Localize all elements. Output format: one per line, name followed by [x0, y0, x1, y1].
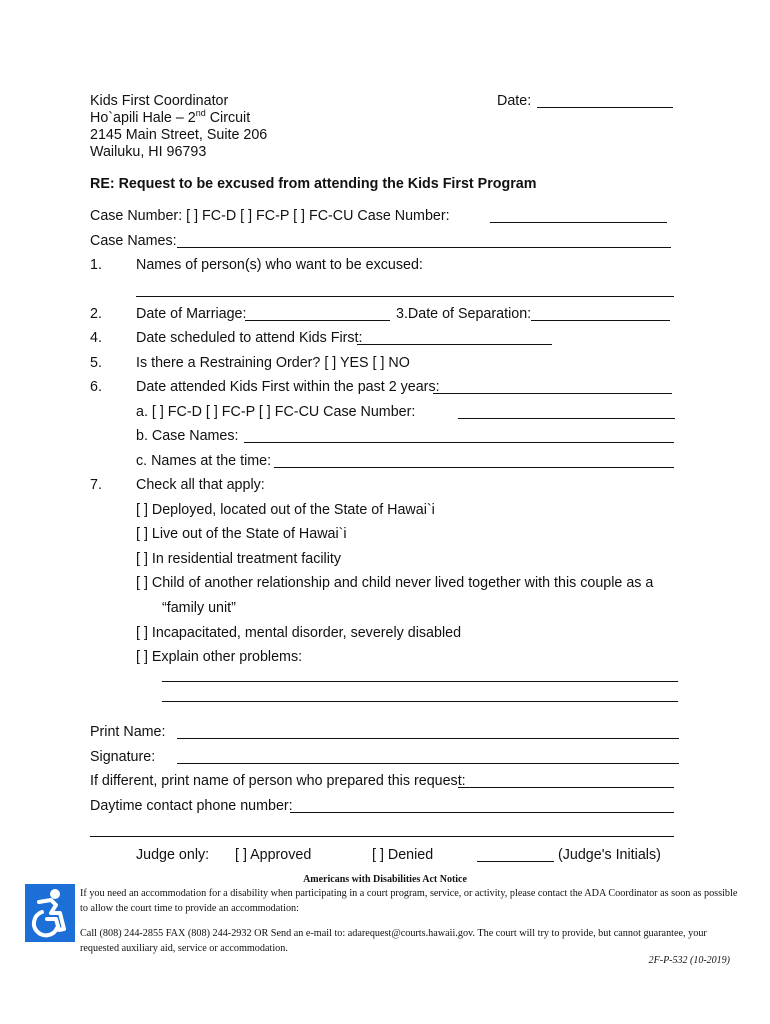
restraining-order-question[interactable]: Is there a Restraining Order? [ ] YES [ ] NO — [136, 355, 410, 371]
judge-initials-field[interactable] — [477, 861, 554, 862]
explain-line-2[interactable] — [162, 701, 678, 702]
checkbox-residential-treatment[interactable]: [ ] In residential treatment facility — [136, 551, 342, 567]
date-label: Date: — [497, 93, 532, 109]
item-number-2: 2. — [90, 306, 102, 322]
separation-date-label: 3.Date of Separation: — [396, 306, 532, 322]
names-at-time-field[interactable] — [274, 467, 674, 468]
form-code: 2F-P-532 (10-2019) — [648, 955, 730, 966]
prior-case-number-field[interactable] — [458, 418, 675, 419]
check-all-label: Check all that apply: — [136, 477, 265, 493]
case-names-label: Case Names: — [90, 233, 177, 249]
denied-checkbox[interactable]: [ ] Denied — [372, 847, 434, 863]
item-number-4: 4. — [90, 330, 102, 346]
family-unit-text: “family unit” — [162, 600, 236, 616]
case-number-line: Case Number: [ ] FC-D [ ] FC-P [ ] FC-CU Case Number: — [90, 208, 450, 224]
attended-date-label: Date attended Kids First within the past 2 years: — [136, 379, 440, 395]
recipient-line-4: Wailuku, HI 96793 — [90, 144, 207, 160]
item-number-7: 7. — [90, 477, 102, 493]
separation-date-field[interactable] — [531, 320, 670, 321]
scheduled-date-label: Date scheduled to attend Kids First: — [136, 330, 363, 346]
recipient-line-3: 2145 Main Street, Suite 206 — [90, 127, 268, 143]
approved-checkbox[interactable]: [ ] Approved — [235, 847, 312, 863]
phone-label: Daytime contact phone number: — [90, 798, 293, 814]
scheduled-date-field[interactable] — [357, 344, 552, 345]
signature-label: Signature: — [90, 749, 156, 765]
recipient-line-2: Ho`apili Hale – 2nd Circuit — [90, 108, 251, 126]
marriage-date-field[interactable] — [245, 320, 390, 321]
prepared-by-label: If different, print name of person who prepared this request: — [90, 773, 466, 789]
signature-field[interactable] — [177, 763, 679, 764]
checkbox-other-problems[interactable]: [ ] Explain other problems: — [136, 649, 303, 665]
accessibility-icon — [25, 884, 75, 942]
item-number-6: 6. — [90, 379, 102, 395]
divider-line — [90, 836, 674, 837]
checkbox-out-of-state[interactable]: [ ] Live out of the State of Hawai`i — [136, 526, 347, 542]
date-field[interactable] — [537, 107, 673, 108]
explain-line-1[interactable] — [162, 681, 678, 682]
recipient-line-1: Kids First Coordinator — [90, 93, 229, 109]
checkbox-deployed[interactable]: [ ] Deployed, located out of the State of Hawai`i — [136, 502, 435, 518]
checkbox-incapacitated[interactable]: [ ] Incapacitated, mental disorder, severely disabled — [136, 625, 462, 641]
marriage-date-label: Date of Marriage: — [136, 306, 247, 322]
item-number-5: 5. — [90, 355, 102, 371]
case-names-field[interactable] — [177, 247, 671, 248]
persons-excused-field[interactable] — [136, 296, 674, 297]
prior-case-names-label: b. Case Names: — [136, 428, 239, 444]
ada-paragraph-1: If you need an accommodation for a disability when participating in a court program, service, or activity, please contact the ADA Coordinator as soon as possible to allow the court time to provide an accommodation: — [80, 888, 738, 914]
item-1-label: Names of person(s) who want to be excused: — [136, 257, 423, 273]
print-name-field[interactable] — [177, 738, 679, 739]
prior-case-names-field[interactable] — [244, 442, 674, 443]
phone-field[interactable] — [290, 812, 674, 813]
re-subject: RE: Request to be excused from attending the Kids First Program — [90, 176, 537, 192]
prior-case-number-label: a. [ ] FC-D [ ] FC-P [ ] FC-CU Case Number: — [136, 404, 416, 420]
attended-date-field[interactable] — [433, 393, 672, 394]
ada-notice-title: Americans with Disabilities Act Notice — [303, 874, 467, 885]
checkbox-child-other-relationship[interactable]: [ ] Child of another relationship and child never lived together with this couple as a — [136, 575, 654, 591]
print-name-label: Print Name: — [90, 724, 166, 740]
ada-paragraph-2: Call (808) 244-2855 FAX (808) 244-2932 OR Send an e-mail to: adarequest@courts.hawaii.gov. The court will try to provide, but cannot guarantee, your requested auxiliary aid, service or accommodation. — [80, 928, 707, 954]
prepared-by-field[interactable] — [458, 787, 674, 788]
names-at-time-label: c. Names at the time: — [136, 453, 272, 469]
judge-only-label: Judge only: — [136, 847, 210, 863]
case-number-field[interactable] — [490, 222, 667, 223]
item-number-1: 1. — [90, 257, 102, 273]
judge-initials-label: (Judge's Initials) — [558, 847, 661, 863]
